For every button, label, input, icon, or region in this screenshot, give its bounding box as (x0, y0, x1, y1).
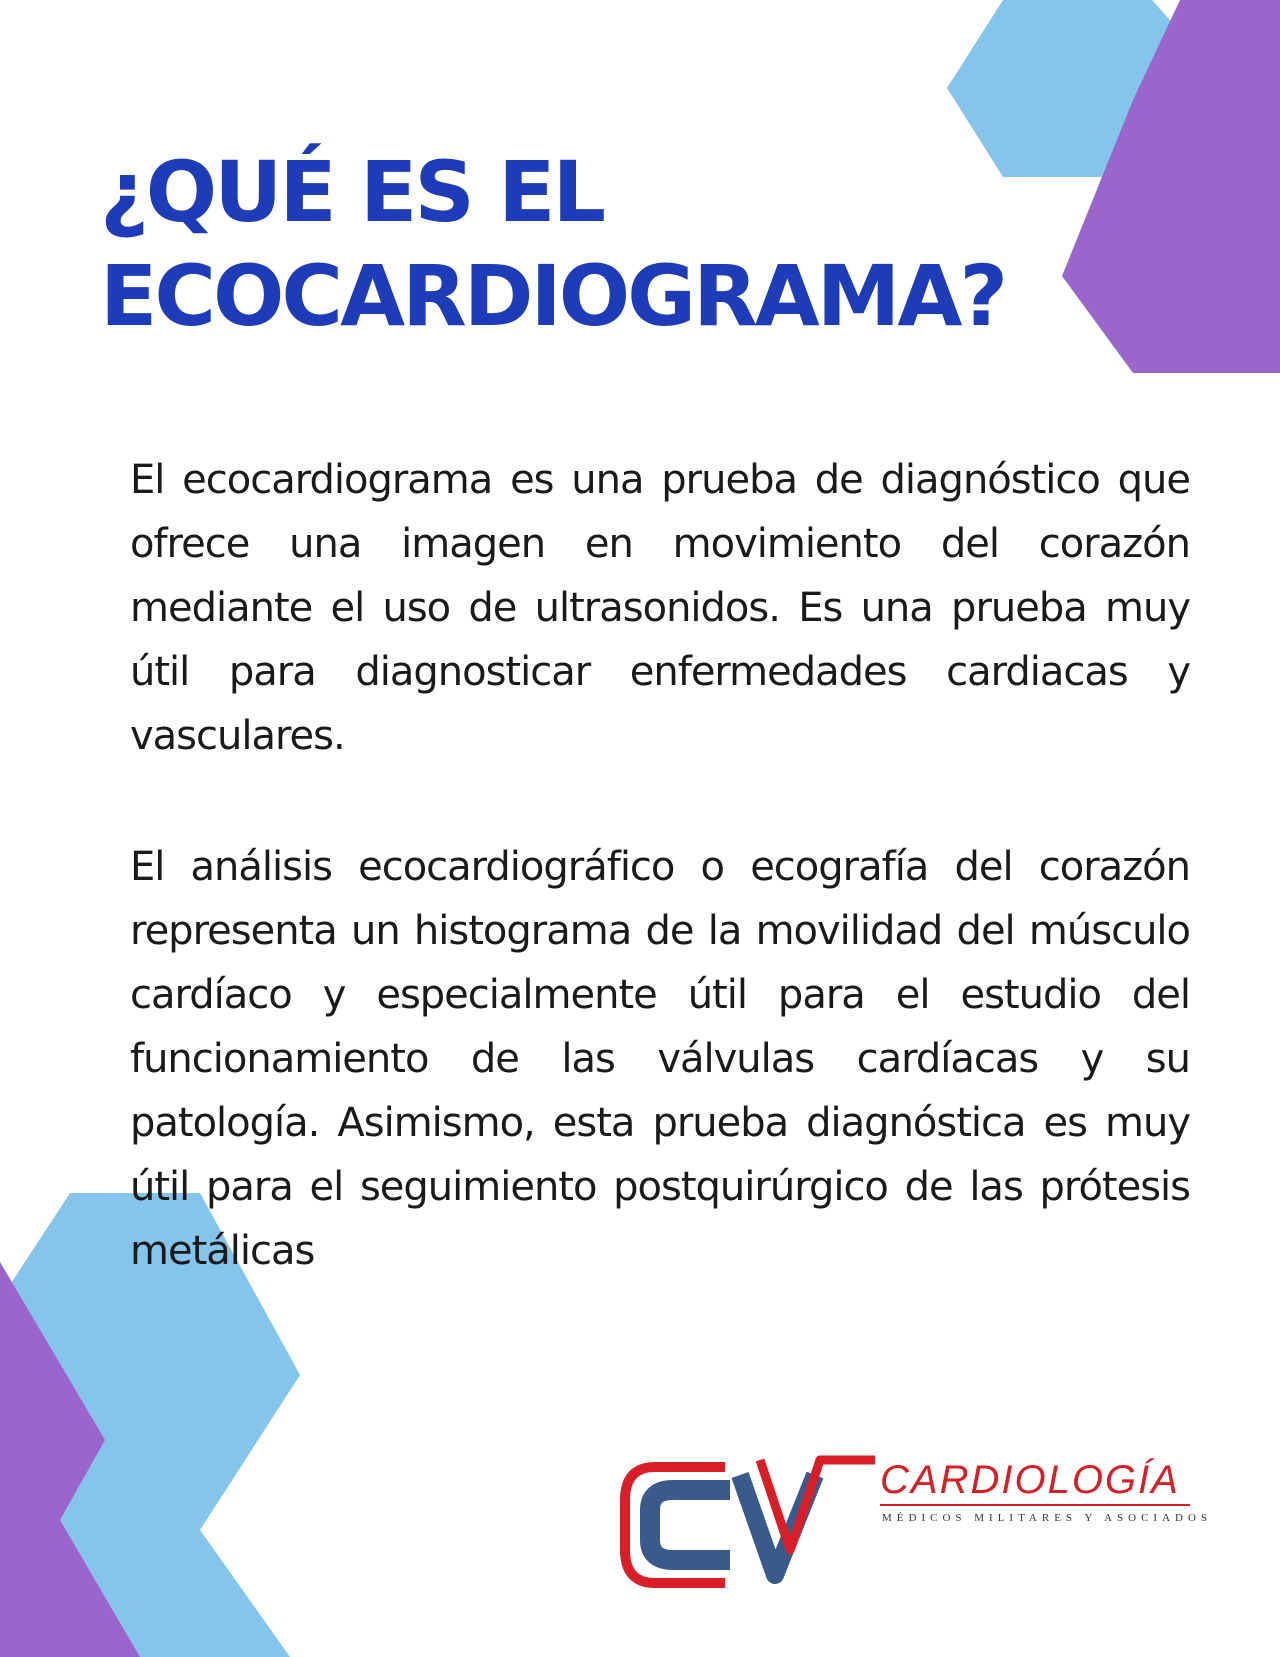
title-line-1: ¿QUÉ ES EL (100, 143, 603, 241)
logo-v-red (760, 1460, 875, 1550)
paragraph-2: El análisis ecocardiográfico o ecografía del corazón representa un histograma de la movilidad del músculo cardíaco y especialmente útil para el estudio del funcionamiento de las válvulas cardíacas y su patología. Asimismo, esta prueba diagnóstica es muy útil para el seguimiento postquirúrgico de las prótesis metálicas (130, 844, 1190, 1274)
logo-tagline-text: MÉDICOS MILITARES Y ASOCIADOS (882, 1512, 1213, 1524)
paragraph-1: El ecocardiograma es una prueba de diagnóstico que ofrece una imagen en movimiento del corazón mediante el uso de ultrasonidos. Es una prueba muy útil para diagnosticar enfermedades cardiacas y vasculares. (130, 457, 1190, 759)
logo-c-navy (650, 1490, 730, 1560)
logo-name-text: CARDIOLOGÍA (880, 1458, 1180, 1502)
page-title (100, 140, 1006, 348)
title-line-2: ECOCARDIOGRAMA? (100, 247, 1006, 345)
